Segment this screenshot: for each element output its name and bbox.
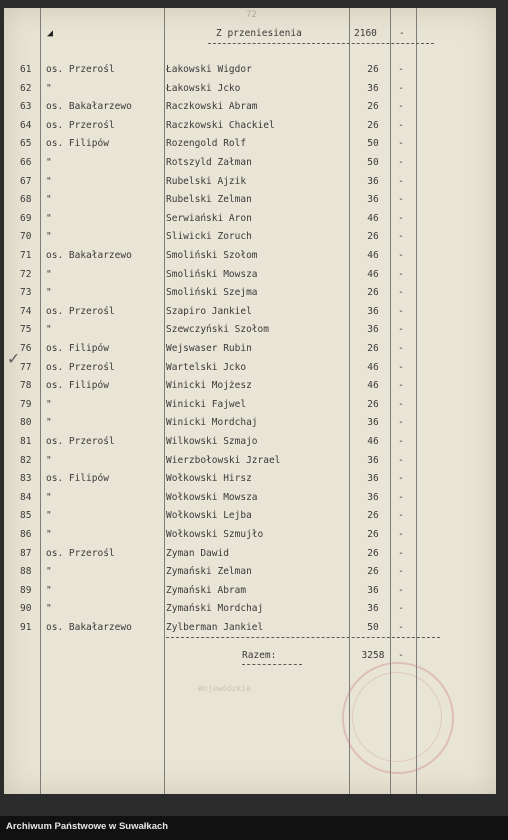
dashed-divider: [208, 43, 434, 44]
row-amount: 36: [367, 175, 379, 187]
check-mark-icon: ✓: [8, 348, 19, 369]
row-amount: 26: [367, 547, 379, 559]
row-place: ": [46, 510, 52, 522]
row-place: ": [46, 287, 52, 299]
row-name: Szapiro Jankiel: [166, 305, 252, 317]
row-place: os. Filipów: [46, 380, 109, 392]
row-place: os. Przerośl: [46, 305, 115, 317]
row-number: 86: [20, 529, 32, 540]
row-number: 88: [20, 566, 32, 578]
row-place: os. Bakałarzewo: [46, 622, 132, 633]
row-place: os. Przerośl: [46, 119, 115, 131]
row-place: ": [46, 603, 52, 615]
row-name: Rotszyld Załman: [166, 157, 252, 168]
row-dash: -: [398, 361, 404, 373]
row-dash: -: [398, 138, 404, 150]
row-place: os. Przerośl: [46, 547, 115, 559]
row-dash: -: [398, 436, 404, 447]
row-amount: 26: [367, 398, 379, 410]
row-number: 74: [20, 305, 32, 317]
row-amount: 46: [367, 250, 379, 261]
row-dash: -: [398, 157, 404, 168]
row-dash: -: [398, 287, 404, 299]
row-amount: 26: [367, 529, 379, 540]
row-dash: -: [398, 547, 404, 559]
row-dash: -: [398, 603, 404, 615]
row-number: 65: [20, 138, 32, 150]
row-name: Rubelski Zelman: [166, 194, 252, 206]
row-name: Wilkowski Szmajo: [166, 436, 258, 447]
row-number: 63: [20, 101, 32, 113]
row-place: ": [46, 268, 52, 280]
row-amount: 26: [367, 566, 379, 578]
row-place: ": [46, 491, 52, 503]
carry-over-amount: 2160: [354, 28, 377, 39]
row-number: 64: [20, 119, 32, 131]
row-place: ": [46, 212, 52, 224]
row-name: Wołkowski Hirsz: [166, 473, 252, 485]
row-number: 84: [20, 491, 32, 503]
row-amount: 26: [367, 119, 379, 131]
row-dash: -: [398, 82, 404, 94]
row-name: Zylberman Jankiel: [166, 622, 264, 633]
row-place: os. Bakałarzewo: [46, 250, 132, 261]
row-dash: -: [398, 324, 404, 336]
row-number: 76: [20, 343, 32, 354]
row-dash: -: [398, 491, 404, 503]
row-number: 70: [20, 231, 32, 243]
row-number: 83: [20, 473, 32, 485]
row-dash: -: [398, 231, 404, 243]
row-name: Rozengold Rolf: [166, 138, 247, 150]
archive-footer: [0, 816, 508, 840]
row-number: 66: [20, 157, 32, 168]
row-number: 82: [20, 454, 32, 466]
row-amount: 36: [367, 194, 379, 206]
row-name: Smoliński Mowsza: [166, 268, 258, 280]
row-dash: -: [398, 119, 404, 131]
row-name: Rubelski Ajzik: [166, 175, 247, 187]
row-amount: 36: [367, 491, 379, 503]
row-number: 73: [20, 287, 32, 299]
row-name: Smoliński Szejma: [166, 287, 258, 299]
row-name: Zymański Zelman: [166, 566, 252, 578]
archive-name: Archiwum Państwowe w Suwałkach: [6, 821, 169, 832]
row-number: 81: [20, 436, 32, 447]
row-name: Zyman Dawid: [166, 547, 229, 559]
row-number: 85: [20, 510, 32, 522]
row-place: os. Filipów: [46, 473, 109, 485]
row-dash: -: [398, 305, 404, 317]
row-amount: 36: [367, 584, 379, 596]
row-place: ": [46, 529, 52, 540]
row-dash: -: [398, 101, 404, 113]
row-name: Wołkowski Lejba: [166, 510, 252, 522]
row-place: os. Filipów: [46, 343, 109, 354]
row-dash: -: [398, 64, 404, 75]
row-dash: -: [398, 622, 404, 633]
row-amount: 36: [367, 417, 379, 429]
row-place: os. Przerośl: [46, 361, 115, 373]
carry-over-dash: -: [399, 28, 405, 39]
row-dash: -: [398, 584, 404, 596]
row-amount: 50: [367, 622, 379, 633]
row-dash: -: [398, 566, 404, 578]
row-place: ": [46, 82, 52, 94]
row-amount: 46: [367, 436, 379, 447]
row-number: 72: [20, 268, 32, 280]
row-dash: -: [398, 343, 404, 354]
row-amount: 46: [367, 361, 379, 373]
row-name: Szewczyński Szołom: [166, 324, 269, 336]
row-amount: 26: [367, 64, 379, 75]
row-place: ": [46, 584, 52, 596]
row-name: Raczkowski Abram: [166, 101, 258, 113]
row-number: 67: [20, 175, 32, 187]
row-dash: -: [398, 510, 404, 522]
row-name: Łakowski Wigdor: [166, 64, 252, 75]
row-place: os. Filipów: [46, 138, 109, 150]
row-amount: 26: [367, 231, 379, 243]
row-amount: 46: [367, 212, 379, 224]
pencil-page-number: 72: [246, 10, 257, 20]
row-number: 79: [20, 398, 32, 410]
row-name: Wołkowski Mowsza: [166, 491, 258, 503]
column-rule: [164, 8, 165, 794]
row-name: Raczkowski Chackiel: [166, 119, 275, 131]
row-amount: 36: [367, 603, 379, 615]
row-dash: -: [398, 398, 404, 410]
ink-mark: ◢: [47, 28, 54, 39]
row-amount: 36: [367, 305, 379, 317]
row-name: Serwiański Aron: [166, 212, 252, 224]
row-amount: 26: [367, 343, 379, 354]
row-number: 87: [20, 547, 32, 559]
row-name: Winicki Fajwel: [166, 398, 247, 410]
row-dash: -: [398, 194, 404, 206]
row-amount: 50: [367, 157, 379, 168]
row-name: Wartelski Jcko: [166, 361, 247, 373]
row-place: ": [46, 157, 52, 168]
row-dash: -: [398, 212, 404, 224]
row-place: os. Bakałarzewo: [46, 101, 132, 113]
underline: [242, 664, 302, 665]
row-name: Smoliński Szołom: [166, 250, 258, 261]
row-name: Winicki Mordchaj: [166, 417, 258, 429]
row-number: 71: [20, 250, 32, 261]
total-dash: -: [398, 650, 404, 661]
dashed-divider: [166, 637, 440, 638]
row-amount: 36: [367, 454, 379, 466]
row-amount: 46: [367, 380, 379, 392]
faint-stamp-text: Wojewódzkie: [198, 684, 251, 693]
row-name: Sliwicki Zoruch: [166, 231, 252, 243]
carry-over-label: Z przeniesienia: [216, 28, 302, 39]
row-number: 68: [20, 194, 32, 206]
row-amount: 26: [367, 510, 379, 522]
row-place: os. Przerośl: [46, 436, 115, 447]
row-place: ": [46, 194, 52, 206]
row-name: Zymański Mordchaj: [166, 603, 264, 615]
row-amount: 36: [367, 324, 379, 336]
row-place: ": [46, 454, 52, 466]
row-name: Wierzbołowski Jzrael: [166, 454, 281, 466]
total-amount: 3258: [361, 650, 385, 661]
column-rule: [349, 8, 350, 794]
row-dash: -: [398, 380, 404, 392]
row-place: ": [46, 231, 52, 243]
row-place: ": [46, 398, 52, 410]
row-place: os. Przerośl: [46, 64, 115, 75]
seal-stamp-inner: [352, 672, 442, 762]
row-name: Wejswaser Rubin: [166, 343, 252, 354]
row-dash: -: [398, 473, 404, 485]
row-number: 75: [20, 324, 32, 336]
row-number: 90: [20, 603, 32, 615]
row-number: 69: [20, 212, 32, 224]
row-number: 62: [20, 82, 32, 94]
row-dash: -: [398, 529, 404, 540]
row-name: Wołkowski Szmujło: [166, 529, 264, 540]
row-place: ": [46, 175, 52, 187]
row-number: 91: [20, 622, 32, 633]
row-dash: -: [398, 175, 404, 187]
row-amount: 36: [367, 473, 379, 485]
row-dash: -: [398, 417, 404, 429]
row-place: ": [46, 324, 52, 336]
row-name: Winicki Mojżesz: [166, 380, 252, 392]
row-number: 89: [20, 584, 32, 596]
total-label: Razem:: [242, 650, 277, 661]
row-name: Łakowski Jcko: [166, 82, 241, 94]
row-number: 77: [20, 361, 32, 373]
row-dash: -: [398, 268, 404, 280]
row-number: 61: [20, 64, 32, 75]
row-amount: 46: [367, 268, 379, 280]
row-amount: 36: [367, 82, 379, 94]
row-amount: 50: [367, 138, 379, 150]
row-place: ": [46, 566, 52, 578]
row-name: Zymański Abram: [166, 584, 247, 596]
row-amount: 26: [367, 287, 379, 299]
row-dash: -: [398, 250, 404, 261]
row-number: 78: [20, 380, 32, 392]
row-number: 80: [20, 417, 32, 429]
row-amount: 26: [367, 101, 379, 113]
row-dash: -: [398, 454, 404, 466]
row-place: ": [46, 417, 52, 429]
